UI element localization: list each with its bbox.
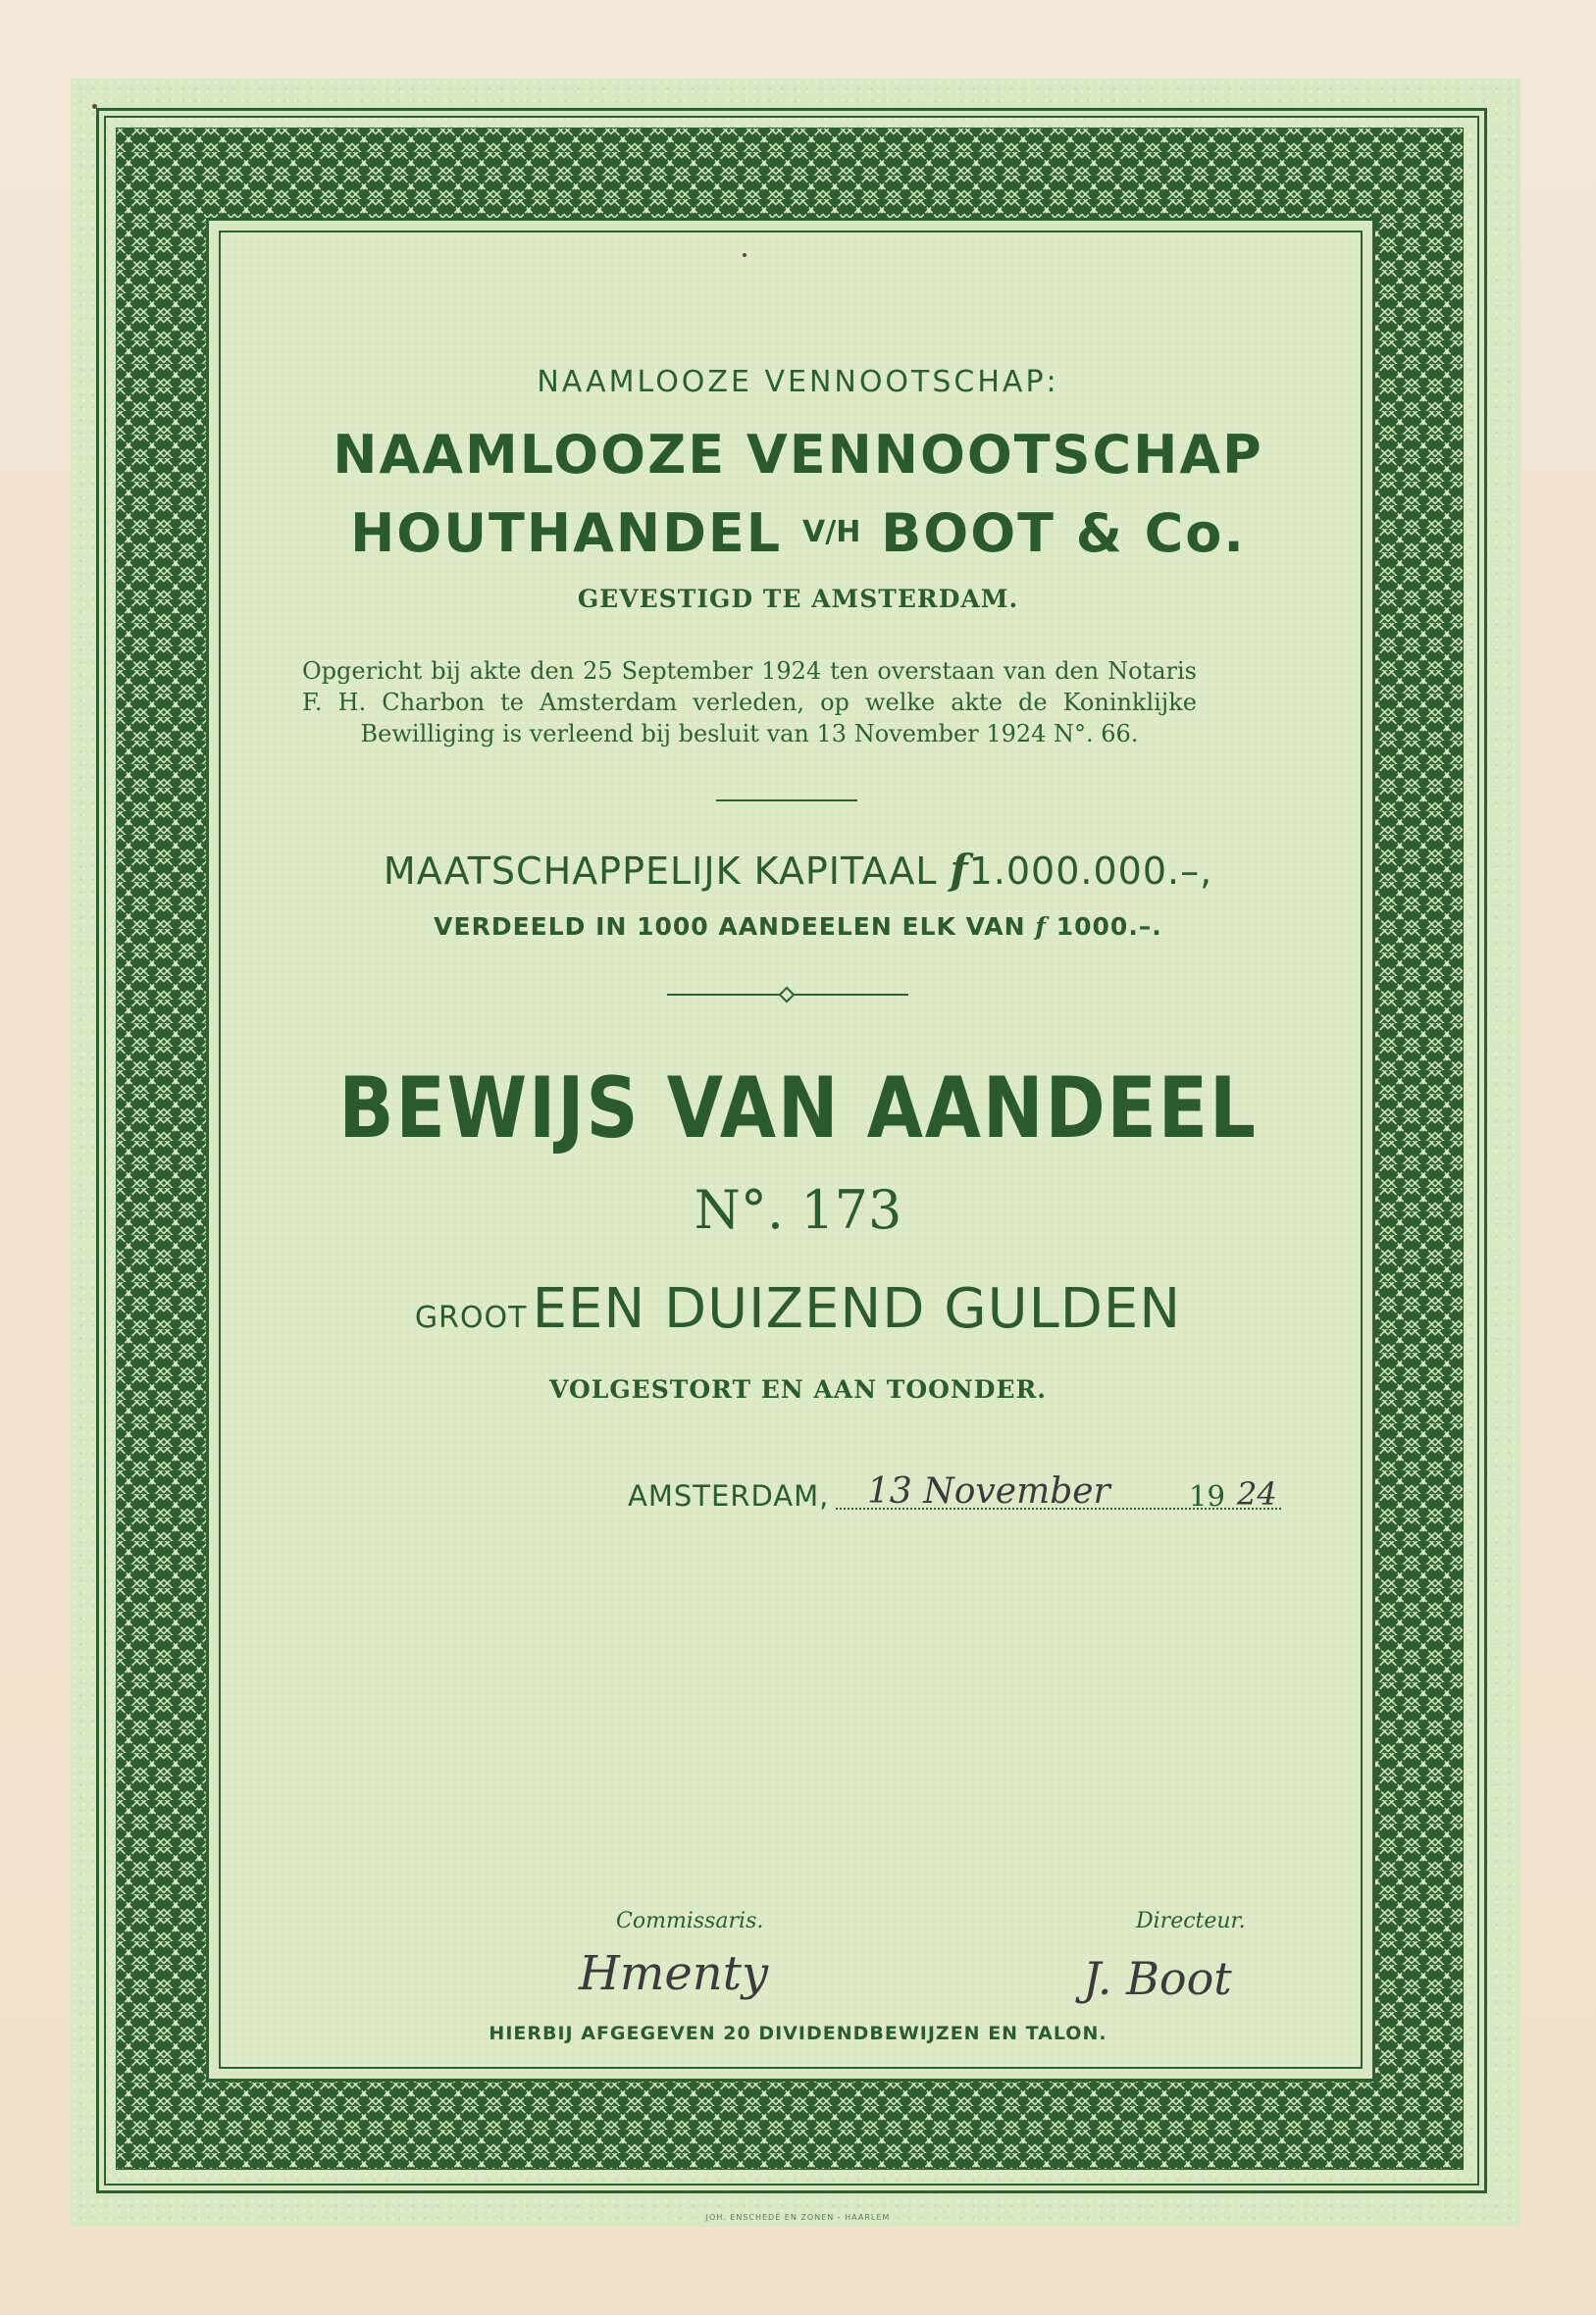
printer-imprint: JOH. ENSCHEDÉ EN ZONEN - HAARLEM — [705, 2213, 891, 2222]
footer-coupons: HIERBIJ AFGEGEVEN 20 DIVIDENDBEWIJZEN EN TALON. — [489, 2023, 1107, 2044]
directeur-label: Directeur. — [1136, 1909, 1246, 1933]
capital-division-currency: f — [1035, 912, 1048, 941]
company-name-boot: BOOT & Co. — [881, 502, 1246, 564]
company-name-houthandel: HOUTHANDEL — [350, 502, 783, 564]
issue-year-handwritten: 24 — [1237, 1475, 1277, 1513]
company-seat: GEVESTIGD TE AMSTERDAM. — [577, 585, 1019, 613]
share-number: 173 — [800, 1179, 902, 1241]
company-type-line: NAAMLOOZE VENNOOTSCHAP: — [537, 365, 1059, 399]
issue-place: AMSTERDAM, — [628, 1479, 830, 1513]
capital-line — [0, 846, 1596, 894]
company-name-vh: V/H — [802, 515, 861, 549]
directeur-signature: J. Boot — [1083, 1952, 1232, 2005]
share-number-line — [0, 1179, 1596, 1241]
issue-date-handwritten: 13 November — [867, 1471, 1110, 1512]
share-status: VOLGESTORT EN AAN TOONDER. — [549, 1375, 1047, 1404]
commissaris-signature: Hmenty — [579, 1946, 769, 2001]
share-number-prefix: N°. — [694, 1179, 785, 1241]
divider-rule — [716, 799, 857, 801]
share-value-groot: GROOT — [414, 1301, 528, 1335]
founding-paragraph: Opgericht bij akte den 25 September 1924 ten overstaan van den Notaris F. H. Charbon te Amsterdam verleden, op welke akte de Koninklijke Bewilliging is verleend bij besluit van 13 November 1924 N°. 66. — [302, 657, 1197, 747]
share-value-amount: EEN DUIZEND GULDEN — [532, 1277, 1182, 1341]
capital-amount: 1.000.000.–, — [968, 849, 1213, 893]
issue-year-printed: 19 — [1189, 1479, 1225, 1513]
share-value-line — [0, 1277, 1596, 1341]
paper-speck — [743, 253, 747, 257]
capital-division — [0, 912, 1596, 941]
ornament-rule — [667, 994, 908, 996]
capital-label: MAATSCHAPPELIJK KAPITAAL — [383, 849, 938, 893]
commissaris-label: Commissaris. — [616, 1909, 764, 1933]
capital-currency: f — [950, 846, 969, 894]
share-title: BEWIJS VAN AANDEEL — [338, 1059, 1258, 1158]
paper-speck — [92, 104, 97, 109]
capital-division-text: VERDEELD IN 1000 AANDEELEN ELK VAN — [434, 912, 1026, 941]
company-name-line2 — [0, 502, 1596, 564]
capital-division-amount: 1000.–. — [1055, 912, 1162, 941]
company-name-line1: NAAMLOOZE VENNOOTSCHAP — [333, 424, 1263, 486]
